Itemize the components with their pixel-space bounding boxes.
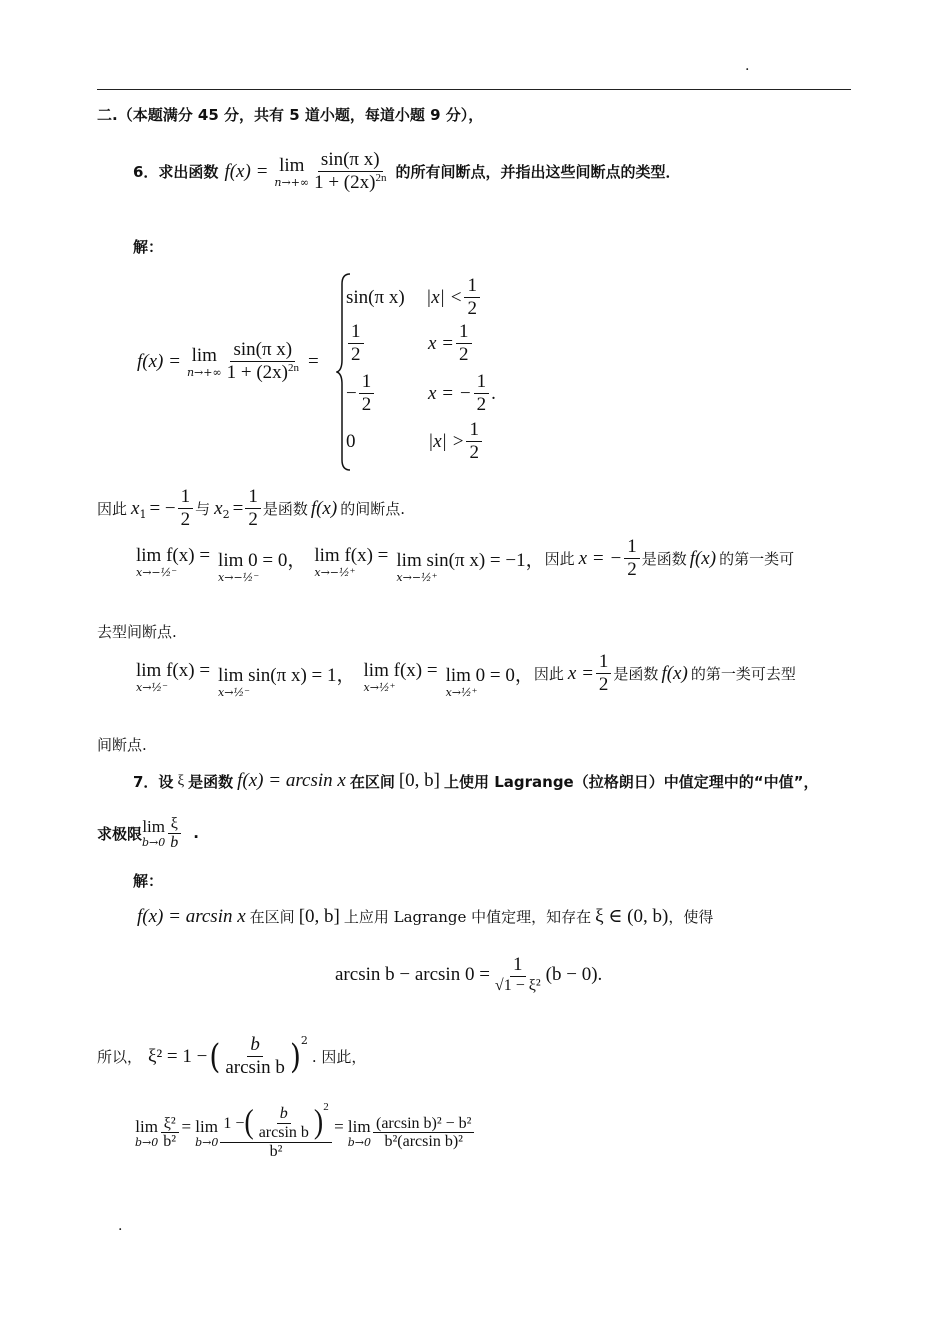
frac-1 bbox=[160, 1115, 179, 1152]
xi-sq: ξ² = 1 − bbox=[148, 1045, 208, 1067]
eq-equals: = bbox=[308, 350, 319, 372]
text: 因此 bbox=[544, 550, 575, 569]
lim-sub: x→−½⁺ bbox=[314, 566, 356, 579]
interval: [0, b] bbox=[298, 905, 340, 927]
row2-continuation: 间断点. bbox=[97, 736, 147, 754]
period: . bbox=[193, 824, 199, 843]
lim-expr: lim sin(π x) = 1， bbox=[218, 665, 356, 686]
frac-half bbox=[596, 652, 612, 696]
text: 上使用 Lagrange（拉格朗日）中值定理中的“中值”， bbox=[443, 772, 819, 791]
eq2: = bbox=[232, 497, 244, 519]
text: 是函数 bbox=[262, 500, 308, 519]
num bbox=[220, 1101, 331, 1143]
inner-frac bbox=[256, 1105, 312, 1142]
q6-statement bbox=[133, 150, 680, 194]
mvt-equation bbox=[335, 955, 602, 995]
fx: f(x) bbox=[310, 497, 338, 519]
den: b² bbox=[269, 1142, 283, 1160]
lim-expr: lim f(x) = bbox=[136, 545, 211, 566]
lim-sub: x→−½⁺ bbox=[396, 571, 438, 584]
num: b bbox=[247, 1035, 263, 1057]
header-dot: . bbox=[745, 58, 750, 74]
case-value-wrap bbox=[346, 372, 428, 416]
lim-2 bbox=[181, 1117, 218, 1149]
numerator: sin(π x) bbox=[318, 150, 383, 172]
case-3 bbox=[346, 372, 496, 416]
text: 所以， bbox=[97, 1048, 143, 1067]
lim-text: lim bbox=[135, 1117, 158, 1137]
case-cond-frac bbox=[474, 372, 490, 416]
lim-text: lim bbox=[142, 817, 165, 837]
den-exp: 2n bbox=[375, 171, 387, 184]
row1-conclusion bbox=[545, 537, 795, 581]
case-value: sin(π x) bbox=[346, 286, 405, 308]
num: (arcsin b)² − b² bbox=[373, 1115, 474, 1134]
text: 在区间 bbox=[349, 772, 395, 791]
num: b bbox=[277, 1105, 291, 1124]
case-value-frac bbox=[359, 372, 375, 416]
den-expr: 1 + (2x) bbox=[226, 361, 288, 383]
den: 2 bbox=[467, 297, 477, 319]
lim-sub: x→½⁻ bbox=[136, 681, 168, 694]
lim-text: lim bbox=[191, 344, 217, 366]
discontinuity-line bbox=[97, 487, 405, 531]
num: 1 bbox=[464, 276, 480, 298]
paren-left: ( bbox=[244, 1103, 254, 1142]
q7-lim bbox=[142, 817, 165, 849]
f-arcsin: f(x) = arcsin x bbox=[237, 770, 346, 791]
lim-text: lim bbox=[279, 154, 305, 176]
text: ，使得 bbox=[668, 908, 714, 926]
den: 2 bbox=[598, 673, 609, 695]
lim-sub: n→+∞ bbox=[274, 175, 310, 189]
den: 2 bbox=[248, 508, 258, 530]
eq1: = − bbox=[149, 497, 176, 519]
minus: − bbox=[346, 382, 357, 404]
lim-text: = lim bbox=[181, 1117, 218, 1137]
frac-2 bbox=[220, 1101, 331, 1161]
eq-fraction bbox=[224, 340, 302, 384]
footer-dot: . bbox=[118, 1218, 123, 1234]
lim-c bbox=[364, 660, 438, 694]
q7-number: 7．设 bbox=[133, 772, 174, 791]
lim-sub: b→0 bbox=[195, 1136, 219, 1150]
case-value-wrap bbox=[346, 322, 428, 366]
lim-expr: lim f(x) = bbox=[136, 660, 211, 681]
lim-sub: x→½⁺ bbox=[363, 681, 396, 694]
numerator: sin(π x) bbox=[230, 340, 295, 362]
q6-solve-label: 解： bbox=[133, 238, 164, 256]
lim-sub: b→0 bbox=[347, 1136, 371, 1150]
one-minus: 1 − bbox=[223, 1114, 245, 1132]
xi-squared-line bbox=[97, 1035, 366, 1079]
lim-1 bbox=[135, 1117, 158, 1149]
fx: f(x) bbox=[661, 662, 688, 684]
frac-half bbox=[624, 537, 640, 581]
f-arcsin: f(x) = arcsin x bbox=[137, 905, 246, 927]
num: 1 bbox=[596, 652, 612, 674]
lim-sub: x→½⁻ bbox=[218, 686, 250, 699]
den: 2 bbox=[180, 508, 191, 530]
text: 是函数 bbox=[613, 665, 659, 684]
text: 的第一类可去型 bbox=[690, 665, 796, 684]
lim-sub: x→½⁺ bbox=[445, 686, 478, 699]
q7-statement-1 bbox=[133, 770, 818, 792]
lim-sub: b→0 bbox=[135, 1136, 159, 1150]
den: 2 bbox=[469, 441, 479, 463]
x1: x bbox=[131, 497, 140, 519]
x-eq: x = − bbox=[578, 547, 623, 569]
q6-tail: 的所有间断点，并指出这些间断点的类型． bbox=[395, 163, 681, 182]
q6-number: 6．求出函数 bbox=[133, 163, 219, 182]
header-rule bbox=[97, 89, 851, 90]
num: ξ² bbox=[161, 1115, 179, 1134]
xi-in: ξ ∈ (0, b) bbox=[595, 906, 669, 927]
x-eq: x = bbox=[567, 662, 594, 684]
eq-lhs: f(x) = bbox=[137, 350, 181, 372]
xi: ξ bbox=[177, 772, 185, 789]
interval: [0, b] bbox=[398, 770, 440, 791]
case-1 bbox=[346, 276, 482, 320]
lim-expr: lim sin(π x) = −1， bbox=[396, 550, 545, 571]
q7-solve-line bbox=[137, 905, 713, 928]
num: 1 bbox=[474, 372, 490, 394]
eq-lim bbox=[187, 345, 222, 379]
den-expr: 1 + (2x) bbox=[314, 171, 376, 193]
lim-3 bbox=[334, 1117, 371, 1149]
frac-half bbox=[245, 487, 261, 531]
case-cond-frac bbox=[456, 322, 472, 366]
lim-sub: b→0 bbox=[142, 836, 166, 850]
lim-sub: x→−½⁻ bbox=[218, 571, 260, 584]
lim-expr: lim f(x) = bbox=[314, 545, 389, 566]
frac-3 bbox=[373, 1115, 474, 1152]
text: 因此 bbox=[533, 665, 564, 684]
num: 1 bbox=[456, 322, 472, 344]
case-value-frac bbox=[348, 322, 364, 366]
q6-fraction bbox=[311, 150, 389, 194]
lim-c bbox=[314, 545, 388, 579]
text: 的间断点. bbox=[340, 500, 405, 519]
text: 求极限 bbox=[97, 824, 143, 843]
lim-a bbox=[136, 660, 210, 694]
den: √1 − ξ² bbox=[494, 976, 541, 994]
den: 2 bbox=[459, 343, 469, 365]
period: . bbox=[491, 382, 496, 404]
lim-d bbox=[446, 660, 534, 699]
frac-half bbox=[178, 487, 194, 531]
num: ξ bbox=[168, 815, 181, 834]
num: 1 bbox=[466, 420, 482, 442]
den-exp: 2n bbox=[288, 361, 299, 374]
num: 1 bbox=[245, 487, 261, 509]
eq-lhs: arcsin b − arcsin 0 = bbox=[335, 964, 490, 986]
lim-expr: lim 0 = 0， bbox=[445, 665, 534, 686]
lim-sub: n→+∞ bbox=[186, 365, 222, 379]
text-yu: 与 bbox=[195, 500, 211, 519]
text: 在区间 bbox=[249, 908, 295, 926]
paren-right: ) bbox=[289, 1037, 301, 1077]
lim-d bbox=[396, 545, 544, 584]
den: b²(arcsin b)² bbox=[384, 1133, 463, 1151]
case-2 bbox=[346, 322, 474, 366]
section-title: 二.（本题满分 45 分，共有 5 道小题，每道小题 9 分）， bbox=[97, 106, 484, 124]
den: 2 bbox=[476, 393, 487, 415]
text: . 因此， bbox=[311, 1048, 367, 1067]
den: b² bbox=[163, 1133, 177, 1151]
eq-frac bbox=[492, 955, 544, 995]
eq-rhs: (b − 0). bbox=[545, 964, 603, 986]
den: 2 bbox=[351, 343, 361, 365]
exp: 2 bbox=[300, 1034, 308, 1048]
q6-f-lhs: f(x) = bbox=[224, 160, 269, 182]
num: 1 bbox=[348, 322, 364, 344]
q6-piecewise-lhs bbox=[137, 340, 319, 384]
paren-left: ( bbox=[209, 1037, 221, 1077]
fx: f(x) bbox=[689, 547, 717, 569]
lim-b bbox=[218, 660, 355, 699]
text: 是函数 bbox=[188, 772, 234, 791]
q7-frac bbox=[167, 815, 181, 852]
case-cond: x = bbox=[428, 332, 455, 354]
text: 因此 bbox=[97, 500, 128, 519]
sub1: 1 bbox=[139, 508, 147, 522]
final-limit bbox=[135, 1101, 476, 1161]
den: arcsin b bbox=[258, 1123, 309, 1141]
row2-conclusion bbox=[534, 652, 796, 696]
lim-expr: lim 0 = 0， bbox=[218, 550, 307, 571]
q6-lim bbox=[274, 155, 309, 189]
num: 1 bbox=[510, 955, 526, 977]
den: 2 bbox=[627, 558, 637, 580]
x2: x bbox=[214, 497, 223, 519]
case-cond: |x| < bbox=[426, 286, 463, 308]
limit-row-2 bbox=[136, 651, 796, 699]
num: 1 bbox=[359, 372, 375, 394]
q7-solve-label: 解： bbox=[133, 872, 164, 890]
lim-b bbox=[218, 545, 306, 584]
paren-right: ) bbox=[313, 1103, 324, 1142]
lim-sub: x→−½⁻ bbox=[136, 566, 178, 579]
case-cond-frac bbox=[466, 420, 482, 464]
num: 1 bbox=[624, 537, 640, 559]
denominator bbox=[224, 362, 302, 384]
q7-statement-2 bbox=[97, 815, 199, 852]
lim-text: = lim bbox=[334, 1117, 371, 1137]
exp: 2 bbox=[323, 1101, 329, 1114]
den: arcsin b bbox=[225, 1056, 285, 1078]
sub2: 2 bbox=[222, 508, 230, 522]
text: 上应用 Lagrange 中值定理，知存在 bbox=[343, 908, 592, 926]
case-cond-frac bbox=[464, 276, 480, 320]
case-cond: |x| > bbox=[428, 430, 465, 452]
num: 1 bbox=[178, 487, 194, 509]
lim-a bbox=[136, 545, 210, 579]
row1-continuation: 去型间断点. bbox=[97, 623, 177, 641]
case-cond: x = − bbox=[428, 382, 472, 404]
limit-row-1 bbox=[136, 536, 795, 584]
den: b bbox=[170, 833, 179, 851]
case-value: 0 bbox=[346, 430, 356, 452]
case-4 bbox=[346, 420, 484, 464]
lim-expr: lim f(x) = bbox=[363, 660, 438, 681]
b-over-arcsin bbox=[222, 1035, 288, 1079]
text: 是函数 bbox=[641, 550, 687, 569]
denominator bbox=[311, 172, 389, 194]
text: 的第一类可 bbox=[719, 550, 795, 569]
den: 2 bbox=[361, 393, 372, 415]
